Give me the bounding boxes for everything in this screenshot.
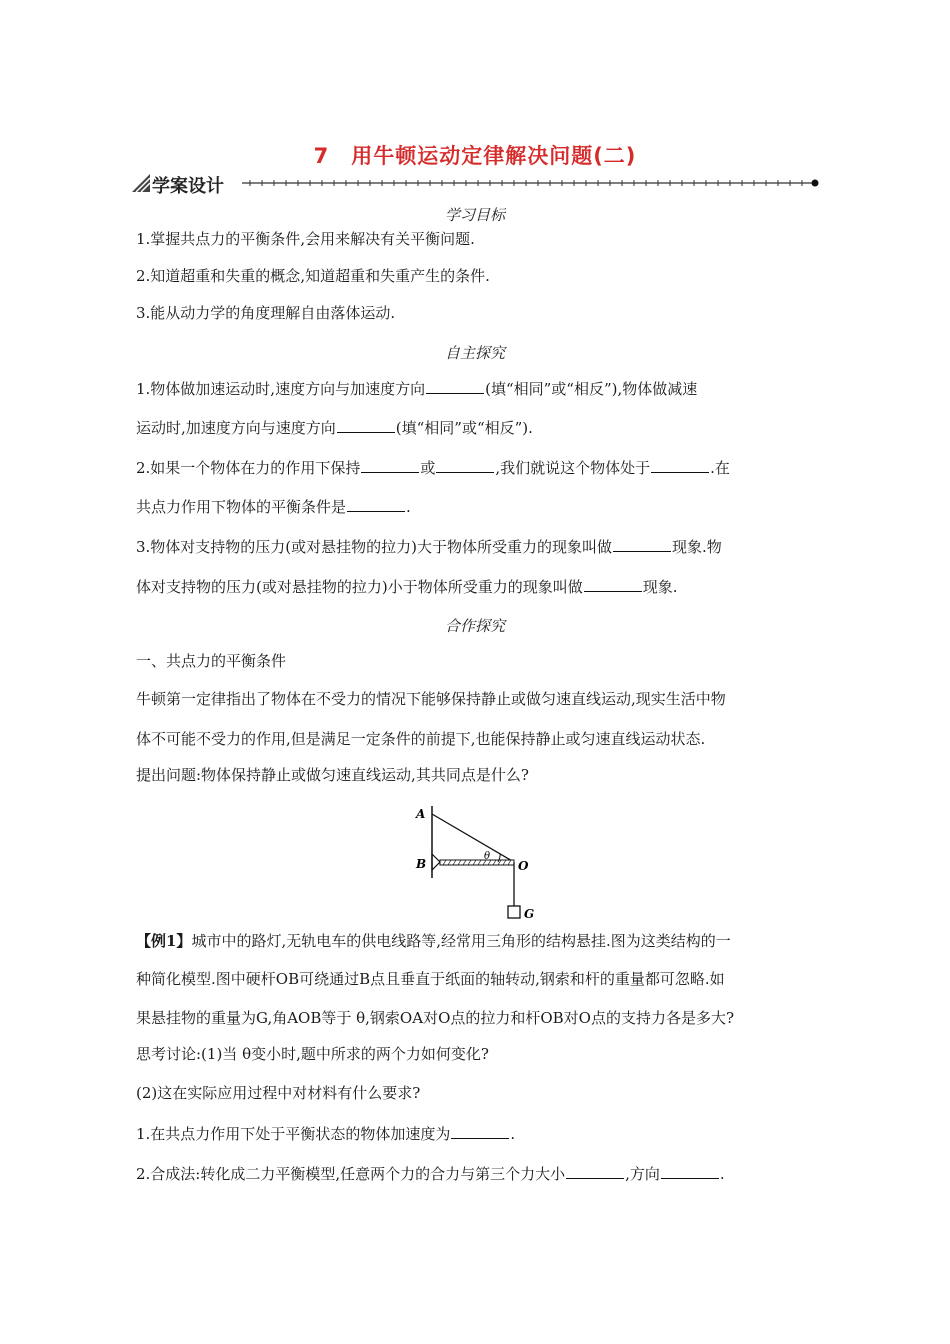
- fill-blank: [661, 1164, 719, 1179]
- text: 现象.物: [672, 538, 722, 556]
- text: .: [406, 498, 411, 516]
- banner-decoration-icon: [132, 174, 152, 192]
- hinge-b: [432, 854, 440, 870]
- text: 现象.: [642, 578, 678, 596]
- text: 1.物体做加速运动时,速度方向与加速度方向: [136, 380, 426, 398]
- label-b: B: [416, 857, 427, 871]
- section-banner: [130, 171, 822, 195]
- fill-blank: [361, 458, 419, 473]
- text: 共点力作用下物体的平衡条件是: [136, 498, 347, 516]
- question-line: [136, 418, 533, 438]
- conclusion-line: [136, 1164, 725, 1184]
- goal-item: 1.掌握共点力的平衡条件,会用来解决有关平衡问题.: [136, 230, 475, 248]
- weight-block: [508, 906, 520, 918]
- text: 2.合成法:转化成二力平衡模型,任意两个力的合力与第三个力大小: [136, 1165, 566, 1183]
- text: 运动时,加速度方向与速度方向: [136, 419, 336, 437]
- discussion-line: (2)这在实际应用过程中对材料有什么要求?: [136, 1084, 421, 1102]
- fill-blank: [566, 1164, 624, 1179]
- banner-label: 学案设计: [152, 176, 224, 197]
- subheading: 一、共点力的平衡条件: [136, 652, 287, 670]
- cable-oa: [432, 814, 514, 862]
- question-line: [136, 458, 730, 478]
- text: .: [719, 1165, 725, 1183]
- text: 1.在共点力作用下处于平衡状态的物体加速度为: [136, 1125, 451, 1143]
- label-theta: θ: [484, 851, 491, 862]
- fill-blank: [451, 1124, 509, 1139]
- text: 或: [420, 459, 436, 477]
- question-line: [136, 537, 722, 557]
- conclusion-line: [136, 1124, 515, 1144]
- fill-blank: [436, 458, 494, 473]
- goal-item: 3.能从动力学的角度理解自由落体运动.: [136, 304, 396, 322]
- question-line: [136, 497, 411, 517]
- paragraph-line: 提出问题:物体保持静止或做匀速直线运动,其共同点是什么?: [136, 766, 529, 784]
- section-heading-cooperative: 合作探究: [444, 617, 505, 635]
- section-heading-self-study: 自主探究: [444, 344, 505, 362]
- question-line: [136, 577, 678, 597]
- text: ,我们就说这个物体处于: [495, 459, 651, 477]
- fill-blank: [613, 537, 671, 552]
- fill-blank: [584, 577, 642, 592]
- goal-item: 2.知道超重和失重的概念,知道超重和失重产生的条件.: [136, 267, 490, 285]
- fill-blank: [651, 458, 709, 473]
- triangle-bracket-diagram: [410, 802, 550, 924]
- text: 2.如果一个物体在力的作用下保持: [136, 459, 361, 477]
- fill-blank: [337, 418, 395, 433]
- example-line: 果悬挂物的重量为G,角AOB等于 θ,钢索OA对O点的拉力和杆OB对O点的支持力各是多大?: [136, 1009, 735, 1027]
- question-line: [136, 379, 697, 399]
- text: (填“相同”或“相反”).: [395, 419, 533, 437]
- label-a: A: [416, 807, 426, 821]
- text: ,方向: [625, 1165, 660, 1183]
- paragraph-line: 牛顿第一定律指出了物体在不受力的情况下能够保持静止或做匀速直线运动,现实生活中物: [136, 690, 726, 708]
- fill-blank: [426, 379, 484, 394]
- section-heading-goals: 学习目标: [444, 206, 505, 224]
- example-line: [136, 931, 731, 951]
- text: .: [510, 1125, 516, 1143]
- paragraph-line: 体不可能不受力的作用,但是满足一定条件的前提下,也能保持静止或匀速直线运动状态.: [136, 730, 706, 748]
- example-tag: 【例1】: [136, 932, 192, 950]
- text: 体对支持物的压力(或对悬挂物的拉力)小于物体所受重力的现象叫做: [136, 578, 583, 596]
- text: 3.物体对支持物的压力(或对悬挂物的拉力)大于物体所受重力的现象叫做: [136, 538, 613, 556]
- rod-ob: [440, 860, 514, 865]
- fill-blank: [347, 497, 405, 512]
- banner-ruler-line: [242, 173, 822, 193]
- page-title: 7 用牛顿运动定律解决问题(二): [313, 144, 637, 168]
- text: 城市中的路灯,无轨电车的供电线路等,经常用三角形的结构悬挂.图为这类结构的一: [191, 932, 731, 950]
- text: (填“相同”或“相反”),物体做减速: [485, 380, 698, 398]
- label-g: G: [524, 907, 535, 921]
- label-o: O: [518, 859, 529, 873]
- discussion-line: 思考讨论:(1)当 θ变小时,题中所求的两个力如何变化?: [136, 1045, 489, 1063]
- example-line: 种简化模型.图中硬杆OB可绕通过B点且垂直于纸面的轴转动,钢索和杆的重量都可忽略.如: [136, 970, 725, 988]
- text: .在: [710, 459, 730, 477]
